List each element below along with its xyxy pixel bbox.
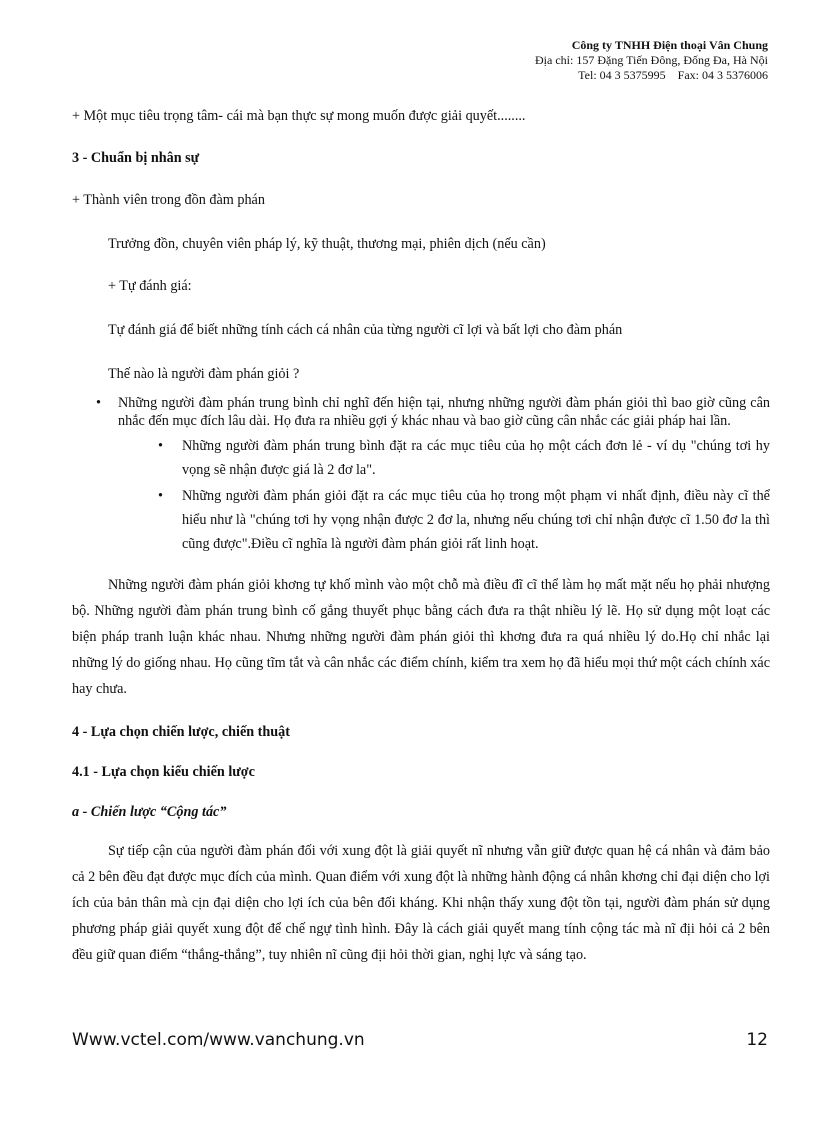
negotiator-sub-bullet-list [72, 434, 770, 556]
document-body [72, 106, 770, 968]
team-members: Trưởng đồn, chuyên viên pháp lý, kỹ thuật, thương mại, phiên dịch (nếu cần) [108, 236, 546, 252]
negotiator-bullet-list [72, 394, 770, 430]
paragraph-strategy-a: Sự tiếp cận của người đàm phán đối với xung đột là giải quyết nĩ nhưng vẫn giữ được quan hệ cá nhân và đảm bảo cả 2 bên đều đạt được mục đích của mình. Quan điểm với xung đột là những hành động cá nhân khơng chỉ đại diện cho lợi ích của bản thân mà cịn đại diện cho lợi ích của bên đối kháng. Khi nhận thấy xung đột tồn tại, người đàm phán sử dụng phương pháp giải quyết xung đột để chế ngự tình hình. Đây là cách giải quyết mang tính cộng tác mà nĩ địi hỏi cả 2 bên đều giữ quan điểm “thắng-thắng”, tuy nhiên nĩ cũng địi hỏi thời gian, nghị lực và sáng tạo. [72, 843, 770, 963]
list-item: • Những người đàm phán giỏi đặt ra các mục tiêu của họ trong một phạm vi nhất định, điều này cĩ thể hiểu như là "chúng tơi hy vọng nhận được 2 đơ la, nhưng nếu chúng tơi chỉ nhận được cĩ 1.50 đơ la thì cũng được".Điều cĩ nghĩa là người đàm phán giỏi rất linh hoạt. [72, 484, 770, 556]
letterhead [535, 38, 768, 83]
list-item: • Những người đàm phán trung bình chỉ nghĩ đến hiện tại, nhưng những người đàm phán giỏi thì bao giờ cũng cân nhắc đến mục đích lâu dài. Họ đưa ra nhiều gợi ý khác nhau và bao giờ cũng cân nhắc các giải pháp hai lần. [72, 394, 770, 430]
good-negotiator-question: Thế nào là người đàm phán giỏi ? [108, 366, 300, 382]
section-3-heading: 3 - Chuẩn bị nhân sự [72, 150, 200, 166]
team-heading: + Thành viên trong đồn đàm phán [72, 192, 265, 208]
paragraph-flexible: Những người đàm phán giỏi khơng tự khố mình vào một chỗ mà điều đĩ cĩ thể làm họ mất mặt nếu họ phải nhượng bộ. Những người đàm phán trung bình cố gắng thuyết phục bằng cách đưa ra thật nhiều lý lẽ. Họ sử dụng một loạt các biện pháp tranh luận khác nhau. Nhưng những người đàm phán giỏi thì khơng đưa ra quá nhiều lý do.Họ chỉ nhắc lại những lý do giống nhau. Họ cũng tĩm tắt và cân nhắc các điểm chính, kiểm tra xem họ đã hiểu mọi thứ một cách chính xác hay chưa. [72, 577, 770, 697]
company-name: Công ty TNHH Điện thoại Vân Chung [571, 38, 768, 52]
page-number: 12 [746, 1030, 768, 1050]
strategy-a-heading: a - Chiến lược “Cộng tác” [72, 804, 227, 820]
company-address: Địa chỉ: 157 Đặng Tiến Đông, Đống Đa, Hà Nội [535, 53, 768, 67]
company-contact: Tel: 04 3 5375995 Fax: 04 3 5376006 [578, 68, 768, 82]
list-item: • Những người đàm phán trung bình đặt ra các mục tiêu của họ một cách đơn lẻ - ví dụ "chúng tơi hy vọng sẽ nhận được giá là 2 đơ la". [72, 434, 770, 482]
section-4-1-heading: 4.1 - Lựa chọn kiểu chiến lược [72, 764, 255, 780]
self-eval-text: Tự đánh giá để biết những tính cách cá nhân của từng người cĩ lợi và bất lợi cho đàm phán [108, 322, 623, 338]
intro-line: + Một mục tiêu trọng tâm- cái mà bạn thực sự mong muốn được giải quyết........ [72, 108, 526, 124]
section-4-heading: 4 - Lựa chọn chiến lược, chiến thuật [72, 724, 291, 740]
self-eval-heading: + Tự đánh giá: [108, 278, 192, 294]
footer-website: Www.vctel.com/www.vanchung.vn [72, 1030, 365, 1050]
